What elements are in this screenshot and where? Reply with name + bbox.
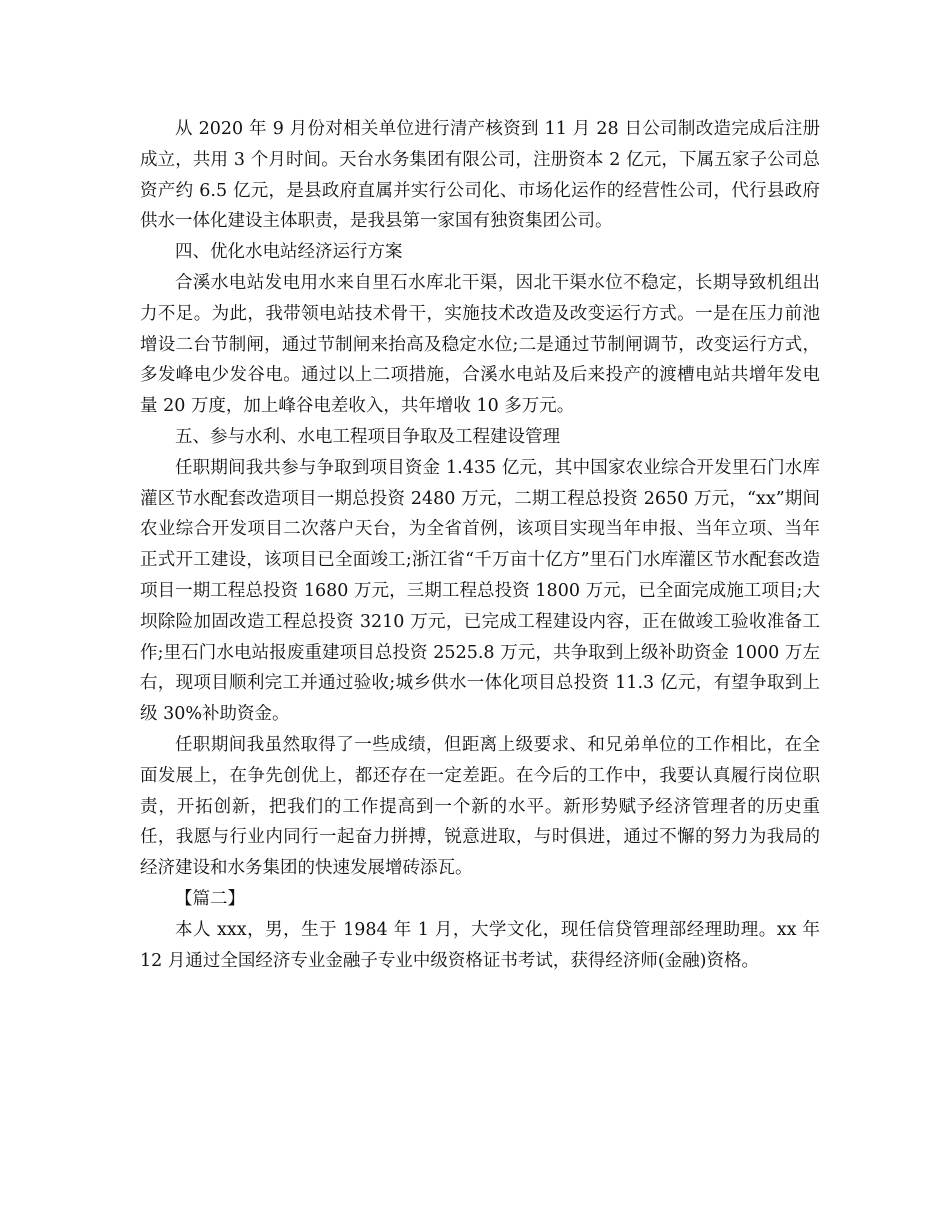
section-heading-part2: 【篇二】 [175,888,245,909]
document-body [140,114,820,976]
section-heading-4: 四、优化水电站经济运行方案 [175,242,403,263]
paragraph-summary: 任职期间我虽然取得了一些成绩，但距离上级要求、和兄弟单位的工作相比，在全面发展上，在争先创优上，都还存在一定差距。在今后的工作中，我要认真履行岗位职责，开拓创新，把我们的工作提高到一个新的水平。新形势赋予经济管理者的历史重任，我愿与行业内同行一起奋力拼搏，锐意进取，与时俱进，通过不懈的努力为我局的经济建设和水务集团的快速发展增砖添瓦。 [140,734,820,879]
paragraph-hydropower: 合溪水电站发电用水来自里石水库北干渠，因北干渠水位不稳定，长期导致机组出力不足。为此，我带领电站技术骨干，实施技术改造及改变运行方式。一是在压力前池增设二台节制闸，通过节制闸来抬高及稳定水位;二是通过节制闸调节，改变运行方式，多发峰电少发谷电。通过以上二项措施，合溪水电站及后来投产的渡槽电站共增年发电量 20 万度，加上峰谷电差收入，共年增收 10 多万元。 [140,272,820,417]
paragraph-projects: 任职期间我共参与争取到项目资金 1.435 亿元，其中国家农业综合开发里石门水库灌区节水配套改造项目一期总投资 2480 万元，二期工程总投资 2650 万元，“xx”期间农业综合开发项目二次落户天台，为全省首例，该项目实现当年申报、当年立项、当年正式开工建设，该项目已全面竣工;浙江省“千万亩十亿方”里石门水库灌区节水配套改造项目一期工程总投资 1680 万元，三期工程总投资 1800 万元，已全面完成施工项目;大坝除险加固改造工程总投资 3210 万元，已完成工程建设内容，正在做竣工验收准备工作;里石门水电站报废重建项目总投资 2525.8 万元，共争取到上级补助资金 1000 万左右，现项目顺利完工并通过验收;城乡供水一体化项目总投资 11.3 亿元，有望争取到上级 30%补助资金。 [140,457,820,725]
paragraph-intro-part2: 本人 xxx，男，生于 1984 年 1 月，大学文化，现任信贷管理部经理助理。xx 年 12 月通过全国经济专业金融子专业中级资格证书考试，获得经济师(金融)资格。 [140,919,820,971]
section-heading-5: 五、参与水利、水电工程项目争取及工程建设管理 [175,426,560,447]
paragraph-restructuring: 从 2020 年 9 月份对相关单位进行清产核资到 11 月 28 日公司制改造完成后注册成立，共用 3 个月时间。天台水务集团有限公司，注册资本 2 亿元，下属五家子公司总资产约 6.5 亿元，是县政府直属并实行公司化、市场化运作的经营性公司，代行县政府供水一体化建设主体职责，是我县第一家国有独资集团公司。 [140,119,820,232]
